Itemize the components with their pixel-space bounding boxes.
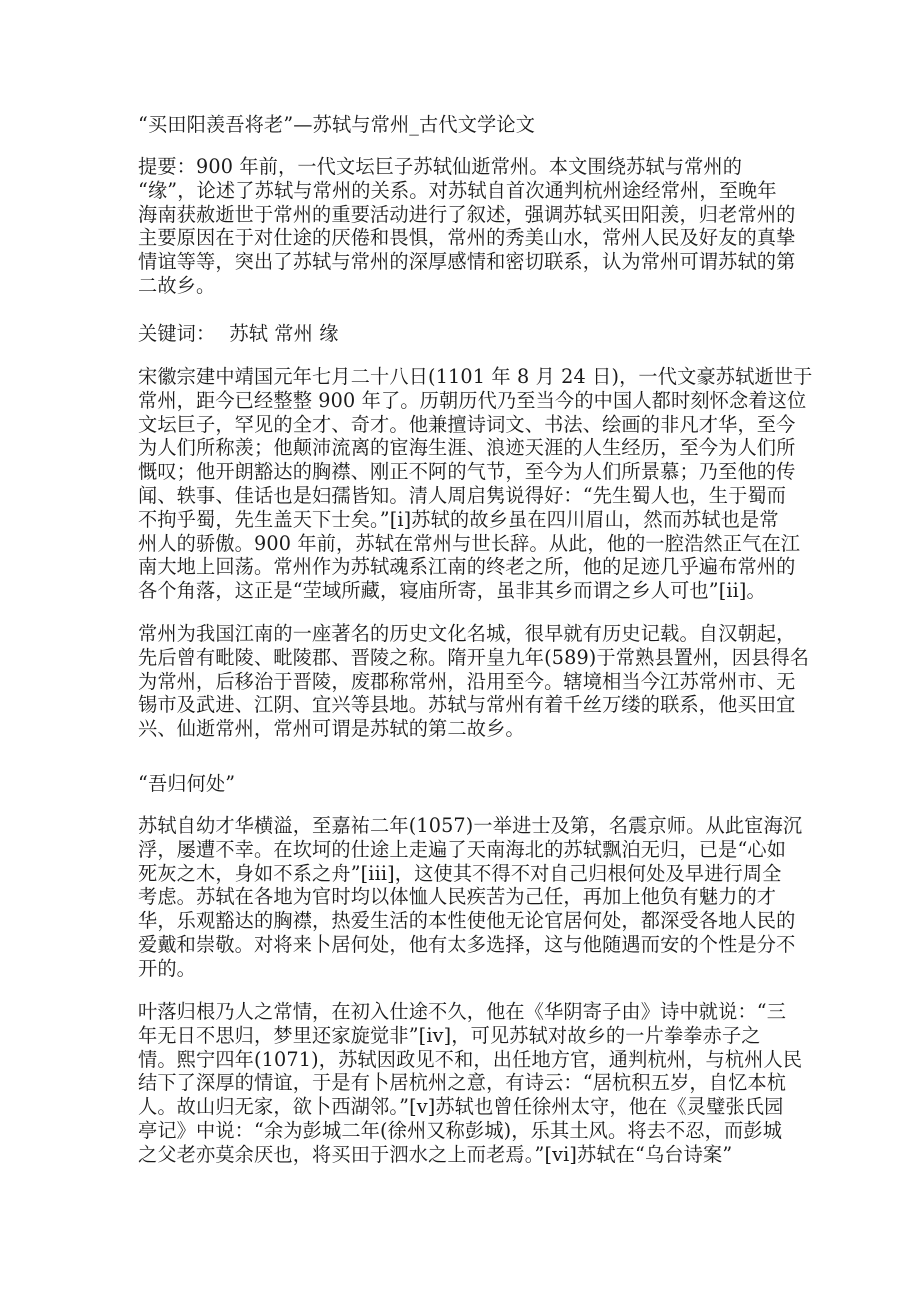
text-line: 二故乡。 [138,273,216,297]
section-heading [138,772,778,796]
text-line: 开的。 [138,956,197,980]
text-line: 宋徽宗建中靖国元年七月二十八日(1101 年 8 月 24 日)，一代文豪苏轼逝世于 [138,365,813,388]
body-paragraph-3 [138,814,803,981]
text-line: 主要原因在于对仕途的厌倦和畏惧，常州的秀美山水，常州人民及好友的真挚 [138,226,796,250]
text-line: 常州，距今已经整整 900 年了。历朝历代乃至当今的中国人都时刻怀念着这位 [138,388,807,412]
text-line: 慨叹；他开朗豁达的胸襟、刚正不阿的气节，至今为人们所景慕；乃至他的传 [138,460,796,484]
text-line: 州人的骄傲。900 年前，苏轼在常州与世长辞。从此，他的一腔浩然正气在江 [138,531,801,555]
text-line: 文坛巨子，罕见的全才、奇才。他兼擅诗词文、书法、绘画的非凡才华，至今 [138,412,796,436]
text-line: 苏轼自幼才华横溢，至嘉祐二年(1057)一举进士及第，名震京师。从此宦海沉 [138,814,803,837]
text-line: 情谊等等，突出了苏轼与常州的深厚感情和密切联系，认为常州可谓苏轼的第 [138,250,796,274]
text-line: “缘”，论述了苏轼与常州的关系。对苏轼自首次通判杭州途经常州，至晚年 [138,178,777,202]
text-line: 南大地上回荡。常州作为苏轼魂系江南的终老之所，他的足迹几乎遍布常州的 [138,555,796,579]
text-line: 先后曾有毗陵、毗陵郡、晋陵之称。隋开皇九年(589)于常熟县置州，因县得名 [138,645,810,669]
text-line: 死灰之木，身如不系之舟”[iii]，这使其不得不对自己归根何处及早进行周全 [138,861,782,885]
keywords-line [138,322,778,346]
text-line: 常州为我国江南的一座著名的历史文化名城，很早就有历史记载。自汉朝起， [138,622,796,645]
text-line: 锡市及武进、江阴、宜兴等县地。苏轼与常州有着千丝万缕的联系，他买田宜 [138,693,796,717]
document-title [138,113,778,137]
text-line: 年无日不思归，梦里还家旋觉非”[iv]，可见苏轼对故乡的一片拳拳赤子之 [138,1023,761,1047]
text-line: 华，乐观豁达的胸襟，热爱生活的本性使他无论官居何处，都深受各地人民的 [138,909,796,933]
text-line: 叶落归根乃人之常情，在初入仕途不久，他在《华阴寄子由》诗中就说：“三 [138,1000,787,1023]
body-paragraph-1 [138,365,813,603]
text-line: 浮，屡遭不幸。在坎坷的仕途上走遍了天南海北的苏轼飘泊无归，已是“心如 [138,837,787,861]
body-paragraph-4 [138,1000,803,1167]
text-line: 亭记》中说：“余为彭城二年(徐州又称彭城)，乐其土风。将去不忍，而彭城 [138,1118,783,1142]
text-line: 不拘乎蜀，先生盖天下士矣。”[i]苏轼的故乡虽在四川眉山，然而苏轼也是常 [138,507,779,531]
text-line: 为人们所称羡；他颠沛流离的宦海生涯、浪迹天涯的人生经历，至今为人们所 [138,436,796,460]
keywords-paragraph [138,322,778,346]
abstract-paragraph [138,155,796,298]
text-line: 提要：900 年前，一代文坛巨子苏轼仙逝常州。本文围绕苏轼与常州的 [138,155,743,178]
title-line: “买田阳羡吾将老”—苏轼与常州_古代文学论文 [138,113,536,136]
text-line: 兴、仙逝常州，常州可谓是苏轼的第二故乡。 [138,717,525,741]
section-heading-text: “吾归何处” [138,772,236,795]
text-line: 为常州，后移治于晋陵，废郡称常州，沿用至今。辖境相当今江苏常州市、无 [138,669,796,693]
keywords-values: 苏轼 常州 缘 [229,322,339,345]
text-line: 人。故山归无家，欲卜西湖邻。”[v]苏轼也曾任徐州太守，他在《灵璧张氏园 [138,1095,784,1119]
text-line: 结下了深厚的情谊，于是有卜居杭州之意，有诗云：“居杭积五岁，自忆本杭 [138,1071,787,1095]
text-line: 闻、轶事、佳话也是妇孺皆知。清人周启隽说得好：“先生蜀人也，生于蜀而 [138,483,787,507]
body-paragraph-2 [138,622,810,741]
text-line: 海南获赦逝世于常州的重要活动进行了叙述，强调苏轼买田阳羡，归老常州的 [138,202,796,226]
text-line: 考虑。苏轼在各地为官时均以体恤人民疾苦为己任，再加上他负有魅力的才 [138,885,777,909]
text-line: 之父老亦莫余厌也，将买田于泗水之上而老焉。”[vi]苏轼在“乌台诗案” [138,1142,733,1166]
text-line: 爱戴和崇敬。对将来卜居何处，他有太多选择，这与他随遇而安的个性是分不 [138,932,796,956]
text-line: 各个角落，这正是“茔域所藏，寝庙所寄，虽非其乡而谓之乡人可也”[ii]。 [138,579,766,603]
keywords-label: 关键词： [138,322,216,345]
text-line: 情。熙宁四年(1071)，苏轼因政见不和，出任地方官，通判杭州，与杭州人民 [138,1047,803,1071]
